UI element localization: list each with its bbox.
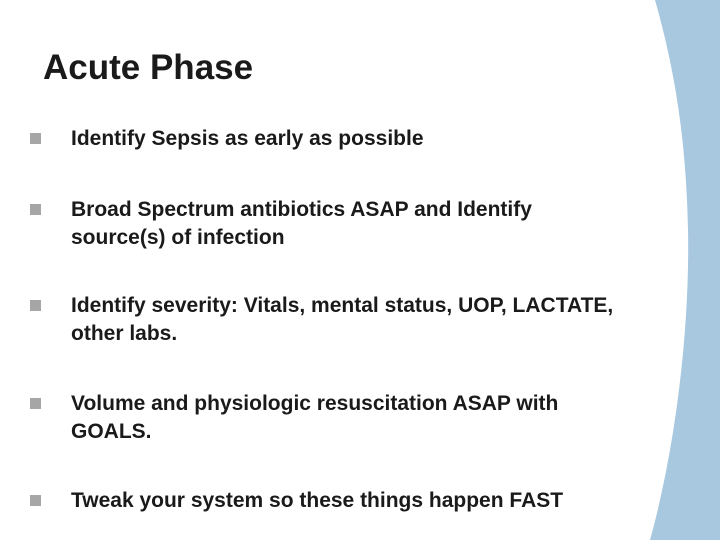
bullet-text: Broad Spectrum antibiotics ASAP and Identify source(s) of infection	[71, 198, 532, 249]
square-bullet-icon	[30, 300, 41, 311]
bullet-text: Volume and physiologic resuscitation ASAP with GOALS.	[71, 392, 559, 443]
bullet-text: Identify Sepsis as early as possible	[71, 127, 424, 150]
square-bullet-icon	[30, 133, 41, 144]
slide-title: Acute Phase	[43, 48, 254, 87]
square-bullet-icon	[30, 204, 41, 215]
accent-stripe-shape	[650, 0, 720, 540]
bullet-text: Tweak your system so these things happen FAST	[71, 489, 564, 512]
square-bullet-icon	[30, 398, 41, 409]
square-bullet-icon	[30, 495, 41, 506]
bullet-text: Identify severity: Vitals, mental status, UOP, LACTATE, other labs.	[71, 294, 614, 345]
